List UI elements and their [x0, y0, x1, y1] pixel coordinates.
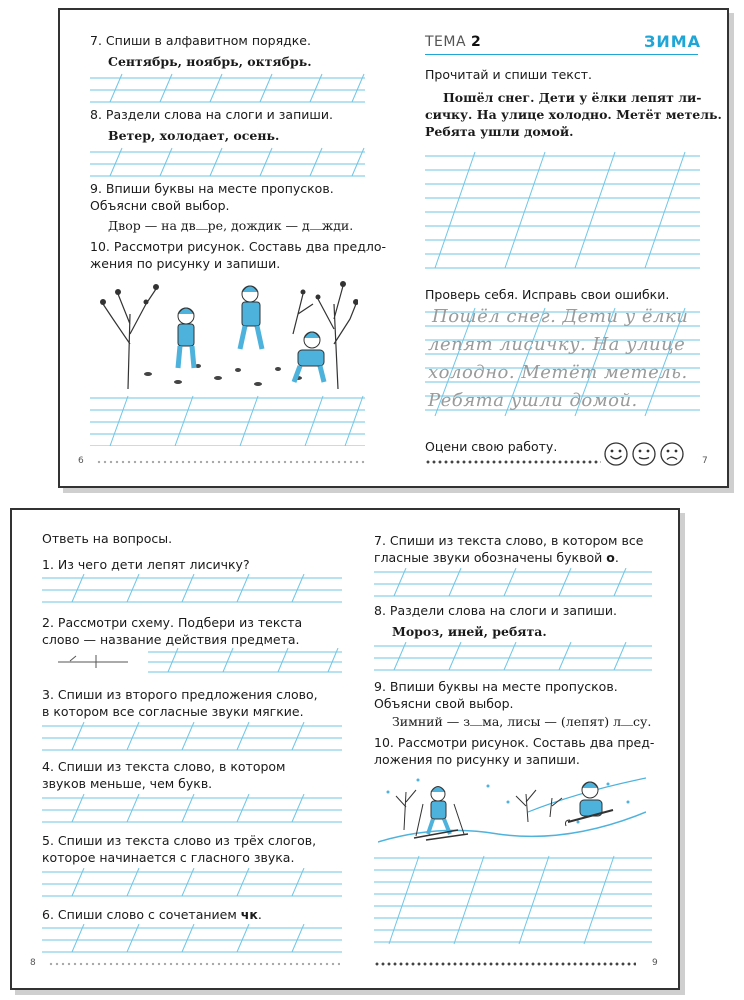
q9-prompt-line1: 9. Впиши буквы на месте пропусков.	[374, 679, 618, 694]
theme-title: ЗИМА	[644, 32, 702, 51]
bottom-spread	[10, 508, 680, 990]
reading-text-line1: Пошёл снег. Дети у ёлки лепят ли-	[443, 90, 702, 105]
q9-prompt-line2: Объясни свой выбор.	[90, 198, 230, 213]
q5-prompt-line2: которое начинается с гласного звука.	[42, 850, 295, 865]
read-copy-instruction: Прочитай и спиши текст.	[425, 67, 592, 82]
reading-text-line2: сичку. На улице холодно. Метёт метель.	[425, 107, 722, 122]
q7-prompt-line2: гласные звуки обозначены буквой о.	[374, 550, 619, 565]
q5-prompt-line1: 5. Спиши из текста слово из трёх слогов,	[42, 833, 317, 848]
q10-prompt-line2: жения по рисунку и запиши.	[90, 256, 281, 271]
model-script-line1: Пошёл снег. Дети у ёлки	[432, 306, 689, 327]
q8-prompt: 8. Раздели слова на слоги и запиши.	[90, 107, 333, 122]
blank-slot[interactable]	[196, 219, 208, 230]
page-footer-dots	[96, 460, 366, 464]
q6-writing-lines[interactable]	[42, 924, 342, 958]
q7-writing-lines[interactable]	[90, 72, 365, 108]
rate-work-instruction: Оцени свою работу.	[425, 439, 558, 454]
model-script-line3: холодно. Метёт метель.	[428, 362, 688, 383]
top-spread	[58, 8, 729, 488]
q8-example: Ветер, холодает, осень.	[108, 128, 280, 143]
q4-prompt-line1: 4. Спиши из текста слово, в котором	[42, 759, 286, 774]
model-script-line4: Ребята ушли домой.	[428, 390, 638, 411]
q3-prompt-line1: 3. Спиши из второго предложения слово,	[42, 687, 318, 702]
blank-slot[interactable]	[310, 219, 322, 230]
page-number: 9	[652, 958, 658, 968]
page-footer-dots	[48, 962, 340, 966]
q7-writing-lines[interactable]	[374, 568, 652, 602]
page-footer-dots	[374, 962, 636, 966]
q1-prompt: 1. Из чего дети лепят лисичку?	[42, 557, 250, 572]
theme-label: ТЕМА 2	[425, 34, 482, 50]
q8-prompt: 8. Раздели слова на слоги и запиши.	[374, 603, 617, 618]
q8-writing-lines[interactable]	[90, 146, 365, 182]
q9-prompt-line2: Объясни свой выбор.	[374, 696, 514, 711]
q1-writing-lines[interactable]	[42, 574, 342, 608]
q7-prompt: 7. Спиши в алфавитном порядке.	[90, 33, 311, 48]
q5-writing-lines[interactable]	[42, 868, 342, 902]
q10-prompt-line2: ложения по рисунку и запиши.	[374, 752, 580, 767]
word-scheme-diagram	[58, 652, 128, 676]
q3-writing-lines[interactable]	[42, 722, 342, 756]
q10-prompt-line1: 10. Рассмотри рисунок. Составь два пред-	[374, 735, 655, 750]
answer-questions-heading: Ответь на вопросы.	[42, 531, 173, 546]
q10-writing-lines[interactable]	[374, 854, 652, 950]
winter-children-illustration	[378, 772, 646, 854]
model-script-line2: лепят лисичку. На улице	[428, 334, 686, 355]
blank-slot[interactable]	[470, 715, 482, 726]
q9-prompt-line1: 9. Впиши буквы на месте пропусков.	[90, 181, 334, 196]
neutral-face-icon[interactable]	[632, 442, 656, 470]
q10-prompt-line1: 10. Рассмотри рисунок. Составь два предло-	[90, 239, 386, 254]
q2-prompt-line1: 2. Рассмотри схему. Подбери из текста	[42, 615, 303, 630]
q4-writing-lines[interactable]	[42, 794, 342, 828]
q7-example: Сентябрь, ноябрь, октябрь.	[108, 54, 312, 69]
sad-face-icon[interactable]	[660, 442, 684, 470]
q9-example: Двор — на дв ре, дождик — д жди.	[108, 218, 354, 233]
q3-prompt-line2: в котором все согласные звуки мягкие.	[42, 704, 304, 719]
self-check-instruction: Проверь себя. Исправь свои ошибки.	[425, 287, 670, 302]
page-number: 7	[702, 456, 708, 466]
q4-prompt-line2: звуков меньше, чем букв.	[42, 776, 213, 791]
q2-prompt-line2: слово — название действия предмета.	[42, 632, 300, 647]
q9-example: Зимний — з ма, лисы — (лепят) л су.	[392, 714, 652, 729]
happy-face-icon[interactable]	[604, 442, 628, 470]
page-footer-dots	[425, 460, 601, 464]
q8-example: Мороз, иней, ребята.	[392, 624, 547, 639]
page-number: 8	[30, 958, 36, 968]
q6-prompt: 6. Спиши слово с сочетанием чк.	[42, 907, 262, 922]
q2-writing-lines[interactable]	[148, 648, 342, 678]
autumn-children-illustration	[98, 274, 358, 396]
q8-writing-lines[interactable]	[374, 642, 652, 676]
theme-underline	[425, 54, 698, 55]
reading-text-line3: Ребята ушли домой.	[425, 124, 574, 139]
blank-slot[interactable]	[621, 715, 633, 726]
q7-prompt-line1: 7. Спиши из текста слово, в котором все	[374, 533, 644, 548]
page-number: 6	[78, 456, 84, 466]
copy-writing-lines[interactable]	[425, 150, 700, 272]
q10-writing-lines[interactable]	[90, 394, 365, 446]
